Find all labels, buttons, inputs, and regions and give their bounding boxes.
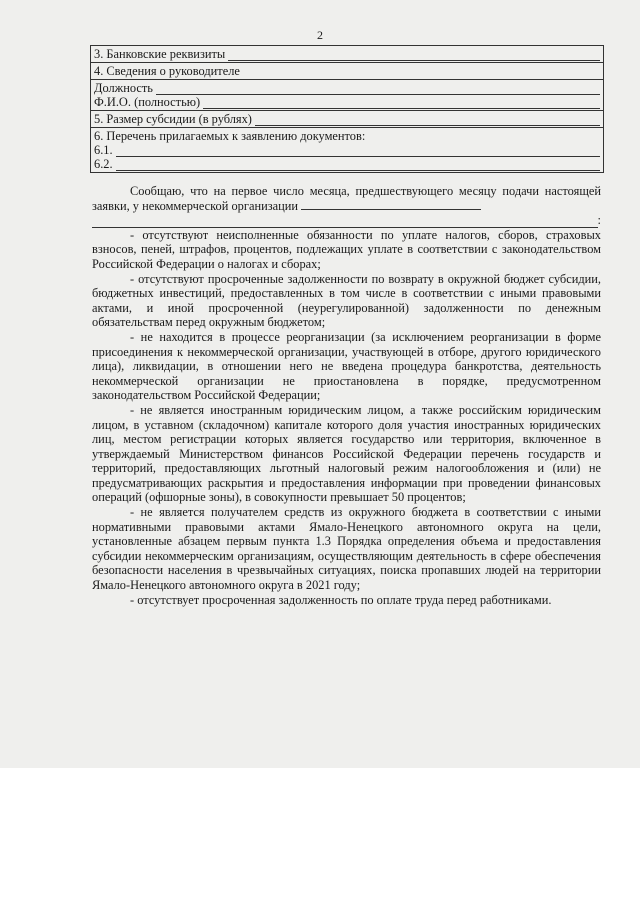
intro-text: Сообщаю, что на первое число месяца, предшествующего месяцу подачи настоящей заявки, у некоммерческой организации bbox=[92, 184, 601, 213]
bank-details-row bbox=[91, 46, 604, 63]
position-label: Должность bbox=[94, 81, 153, 95]
intro-end-colon: : bbox=[597, 213, 601, 228]
documents-label: 6. Перечень прилагаемых к заявлению документов: bbox=[94, 129, 366, 143]
subsidy-field[interactable] bbox=[255, 114, 600, 126]
list-item: - отсутствуют просроченные задолженности по возврату в окружной бюджет субсидии, бюджетных инвестиций, предоставленных в том числе в соответствии с иными правовыми актами, и иной просроченной (неурегулированной) задолженности по денежным обязательствам перед окружным бюджетом; bbox=[92, 271, 601, 330]
doc-1-label: 6.1. bbox=[94, 143, 113, 157]
head-info-row bbox=[91, 63, 604, 80]
application-form-table bbox=[90, 45, 604, 173]
head-info-label: 4. Сведения о руководителе bbox=[94, 64, 240, 78]
bank-details-label: 3. Банковские реквизиты bbox=[94, 47, 226, 61]
declaration-text bbox=[92, 184, 601, 607]
page-number: 2 bbox=[317, 28, 323, 42]
organization-name-field-2[interactable] bbox=[92, 216, 598, 228]
list-item: - не является получателем средств из окружного бюджета в соответствии с иными нормативными правовыми актами Ямало-Ненецкого автономного округа на цели, установленные абзацем первым пункта 1.3 Порядка определения объема и предоставления субсидии некоммерческим организациям, осуществляющим деятельность в сфере обеспечения безопасности населения в чрезвычайных ситуациях, поиска пропавших людей на территории Ямало-Ненецкого автономного округа в 2021 году; bbox=[92, 505, 601, 593]
organization-name-line bbox=[92, 213, 601, 228]
list-item: - отсутствует просроченная задолженность по оплате труда перед работниками. bbox=[130, 592, 552, 607]
position-fio-row bbox=[91, 80, 604, 111]
doc-2-label: 6.2. bbox=[94, 157, 113, 171]
subsidy-row bbox=[91, 111, 604, 128]
bank-details-field[interactable] bbox=[228, 49, 600, 61]
list-item: - не является иностранным юридическим лицом, а также российским юридическим лицом, в уставном (складочном) капитале которого доля участия иностранных юридических лиц, местом регистрации которых является государство или территория, включенное в утверждаемый Министерством финансов Российской Федерации перечень государств и территорий, предоставляющих льготный налоговый режим налогообложения и (или) не предусматривающих раскрытия и предоставления информации при проведении финансовых операций (офшорные зоны), в совокупности превышает 50 процентов; bbox=[92, 402, 601, 505]
list-item: - не находится в процессе реорганизации (за исключением реорганизации в форме присоединения к некоммерческой организации, участвующей в отборе, другого юридического лица), ликвидации, в отношении него не введена процедура банкротства, деятельность некоммерческой организации не приостановлена в порядке, предусмотренном законодательством Российской Федерации; bbox=[92, 329, 601, 403]
doc-1-field[interactable] bbox=[116, 145, 600, 157]
organization-name-field[interactable] bbox=[301, 199, 481, 210]
intro-paragraph bbox=[92, 184, 601, 213]
fio-field[interactable] bbox=[203, 97, 600, 109]
position-field[interactable] bbox=[156, 83, 600, 95]
documents-row bbox=[91, 128, 604, 173]
doc-2-field[interactable] bbox=[116, 159, 600, 171]
list-item: - отсутствуют неисполненные обязанности по уплате налогов, сборов, страховых взносов, пеней, штрафов, процентов, подлежащих уплате в соответствии с законодательством Российской Федерации о налогах и сборах; bbox=[92, 227, 601, 271]
subsidy-label: 5. Размер субсидии (в рублях) bbox=[94, 112, 252, 126]
fio-label: Ф.И.О. (полностью) bbox=[94, 95, 201, 109]
